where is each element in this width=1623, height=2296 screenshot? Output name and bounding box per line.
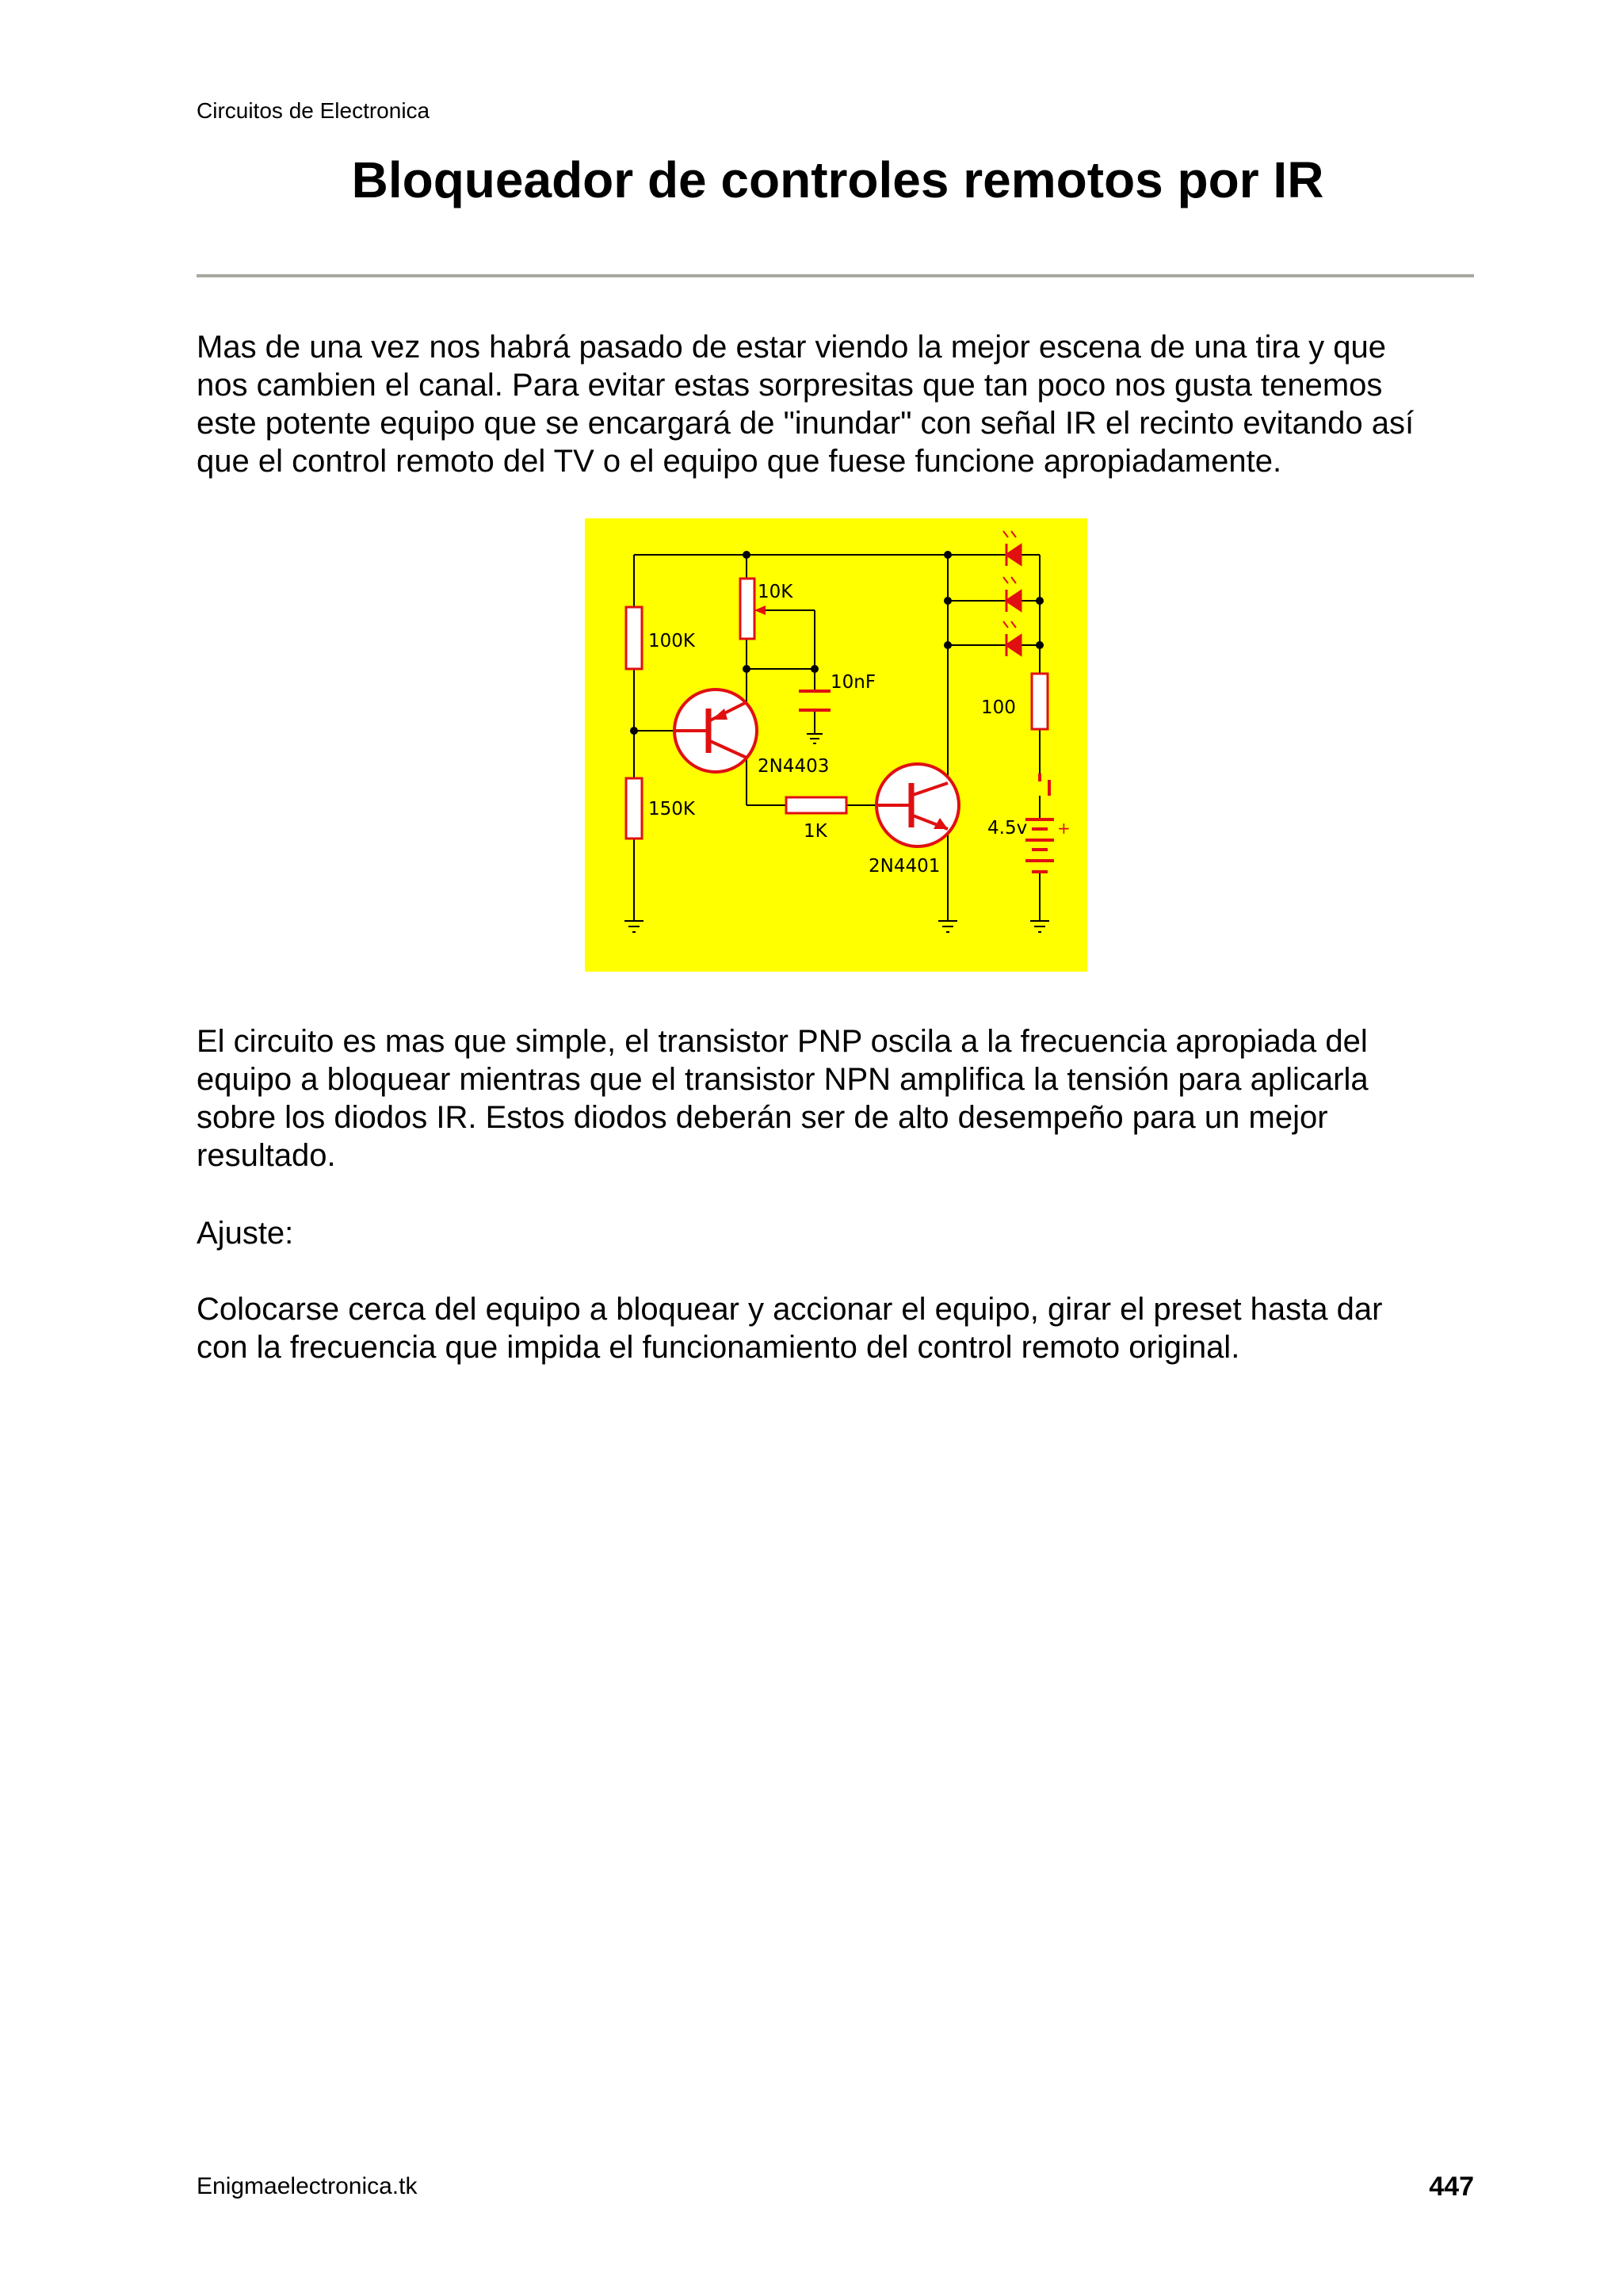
label-r-bottom: 150K [648, 799, 695, 819]
footer-site: Enigmaelectronica.tk [197, 2173, 418, 2199]
battery-icon [1025, 819, 1054, 872]
intro-line: Mas de una vez nos habrá pasado de estar viendo la mejor escena de una tira y que [197, 330, 1386, 365]
label-pnp: 2N4403 [758, 756, 830, 777]
npn-transistor-icon [876, 764, 959, 846]
intro-line: este potente equipo que se encargará de "inundar" con señal IR el recinto evitando así [197, 406, 1415, 441]
page-number: 447 [1429, 2172, 1474, 2202]
label-r-led: 100 [981, 697, 1016, 718]
description-paragraph [197, 1022, 1496, 1175]
description-line: El circuito es mas que simple, el transistor PNP oscila a la frecuencia apropiada del [197, 1024, 1368, 1059]
ir-led-icons [1003, 531, 1021, 656]
label-r-base: 1K [804, 821, 827, 842]
ajuste-heading [197, 1214, 1496, 1252]
description-line: sobre los diodos IR. Estos diodos deberán ser de alto desempeño para un mejor [197, 1100, 1328, 1135]
title-divider [197, 274, 1474, 277]
ajuste-line: con la frecuencia que impida el funcionamiento del control remoto original. [197, 1330, 1240, 1365]
description-line: resultado. [197, 1138, 336, 1173]
ajuste-paragraph [197, 1290, 1496, 1366]
capacitor-icon [799, 691, 831, 710]
page-title: Bloqueador de controles remotos por IR [351, 151, 1324, 208]
label-battery-plus: + [1057, 819, 1071, 838]
switch-icon [1040, 774, 1049, 796]
description-line: equipo a bloquear mientras que el transistor NPN amplifica la tensión para aplicarla [197, 1062, 1369, 1097]
intro-line: que el control remoto del TV o el equipo que fuese funcione apropiadamente. [197, 444, 1282, 479]
preset-wiper-icon [754, 606, 766, 615]
circuit-diagram [585, 518, 1087, 972]
label-r-top: 100K [648, 631, 695, 651]
ajuste-heading-text: Ajuste: [197, 1216, 294, 1251]
label-capacitor: 10nF [831, 672, 876, 693]
intro-line: nos cambien el canal. Para evitar estas sorpresitas que tan poco nos gusta tenemos [197, 368, 1383, 403]
running-header: Circuitos de Electronica [197, 98, 430, 123]
label-npn: 2N4401 [869, 856, 941, 877]
pnp-transistor-icon [674, 690, 757, 772]
intro-paragraph [197, 328, 1496, 480]
ajuste-line: Colocarse cerca del equipo a bloquear y accionar el equipo, girar el preset hasta dar [197, 1292, 1383, 1327]
label-battery: 4.5v [987, 818, 1028, 839]
label-preset: 10K [758, 582, 793, 602]
ground-icons [624, 734, 1049, 932]
